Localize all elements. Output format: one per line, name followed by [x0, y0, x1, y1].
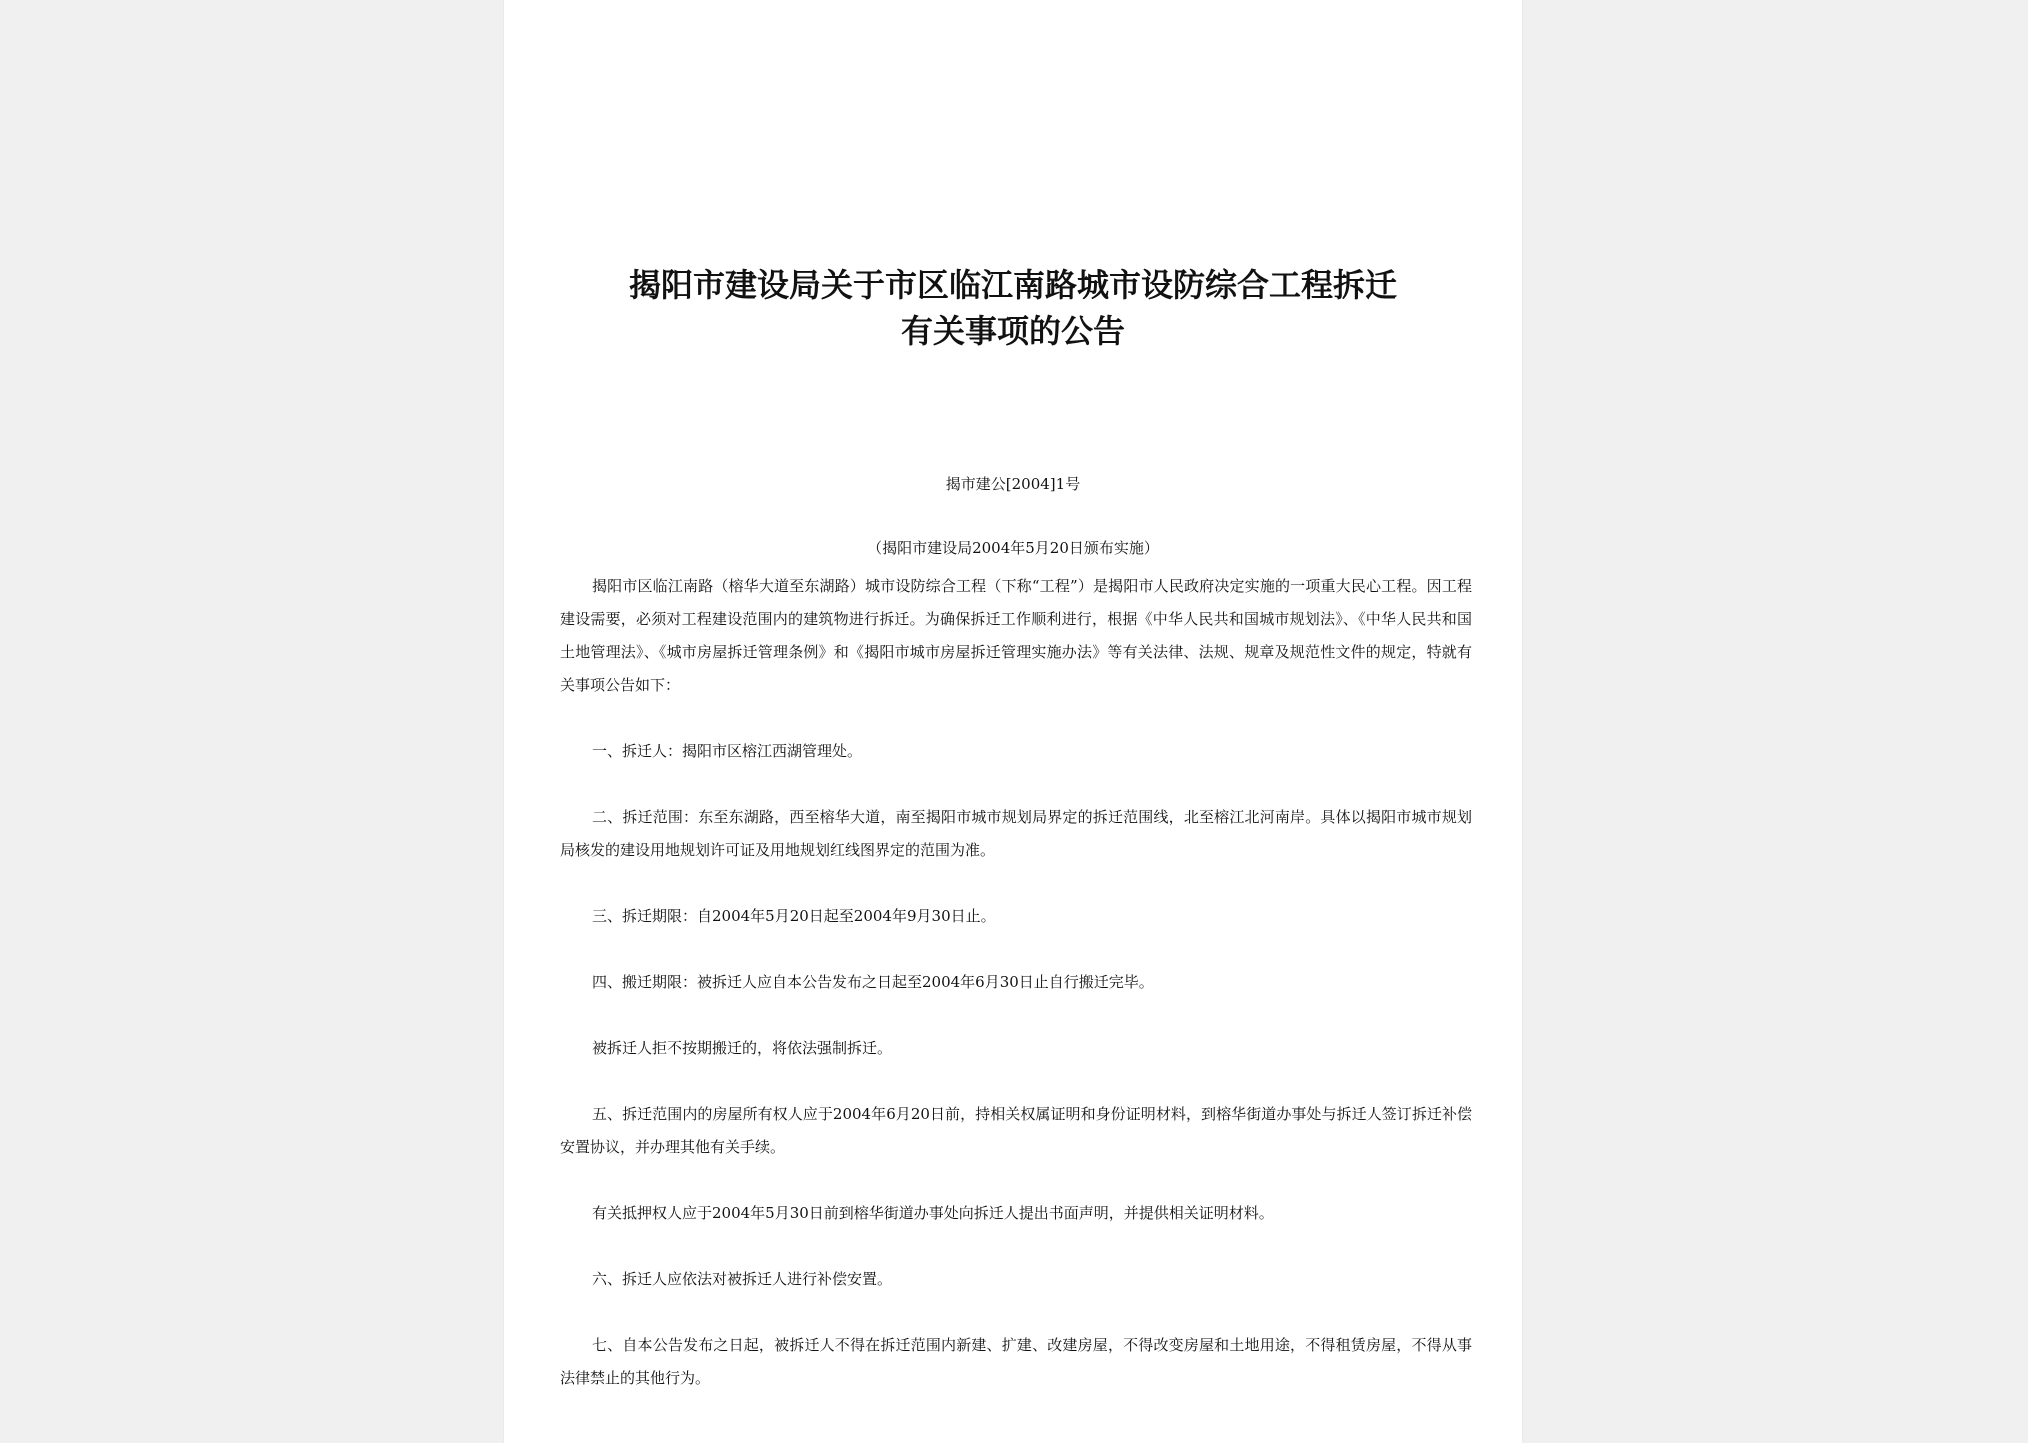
issuance-note: （揭阳市建设局2004年5月20日颁布实施） — [867, 539, 1159, 557]
paragraph-item-7: 七、自本公告发布之日起，被拆迁人不得在拆迁范围内新建、扩建、改建房屋，不得改变房屋和土地用途，不得租赁房屋，不得从事法律禁止的其他行为。 — [560, 1336, 1472, 1387]
paragraph-item-4: 四、搬迁期限：被拆迁人应自本公告发布之日起至2004年6月30日止自行搬迁完毕。 — [592, 973, 1154, 991]
paragraph-intro: 揭阳市区临江南路（榕华大道至东湖路）城市设防综合工程（下称“工程”）是揭阳市人民政府决定实施的一项重大民心工程。因工程建设需要，必须对工程建设范围内的建筑物进行拆迁。为确保拆迁工作顺利进行，根据《中华人民共和国城市规划法》、《中华人民共和国土地管理法》、《城市房屋拆迁管理条例》和《揭阳市城市房屋拆迁管理实施办法》等有关法律、法规、规章及规范性文件的规定，特就有关事项公告如下： — [560, 577, 1472, 694]
document-body — [560, 570, 1472, 1428]
document-title — [554, 262, 1472, 354]
paragraph-item-1: 一、拆迁人：揭阳市区榕江西湖管理处。 — [592, 742, 863, 760]
title-line-2: 有关事项的公告 — [900, 312, 1125, 350]
paragraph-item-5: 五、拆迁范围内的房屋所有权人应于2004年6月20日前，持相关权属证明和身份证明材料，到榕华街道办事处与拆迁人签订拆迁补偿安置协议，并办理其他有关手续。 — [560, 1105, 1472, 1156]
document-page — [504, 0, 1522, 1443]
paragraph-item-3: 三、拆迁期限：自2004年5月20日起至2004年9月30日止。 — [592, 907, 996, 925]
paragraph-item-6: 六、拆迁人应依法对被拆迁人进行补偿安置。 — [592, 1270, 893, 1288]
paragraph-item-5-note: 有关抵押权人应于2004年5月30日前到榕华街道办事处向拆迁人提出书面声明，并提供相关证明材料。 — [592, 1204, 1274, 1222]
document-number: 揭市建公[2004]1号 — [945, 475, 1081, 493]
paragraph-item-4-note: 被拆迁人拒不按期搬迁的，将依法强制拆迁。 — [592, 1039, 893, 1057]
title-line-1: 揭阳市建设局关于市区临江南路城市设防综合工程拆迁 — [628, 266, 1397, 304]
paragraph-item-2: 二、拆迁范围：东至东湖路，西至榕华大道，南至揭阳市城市规划局界定的拆迁范围线，北至榕江北河南岸。具体以揭阳市城市规划局核发的建设用地规划许可证及用地规划红线图界定的范围为准。 — [560, 808, 1472, 859]
